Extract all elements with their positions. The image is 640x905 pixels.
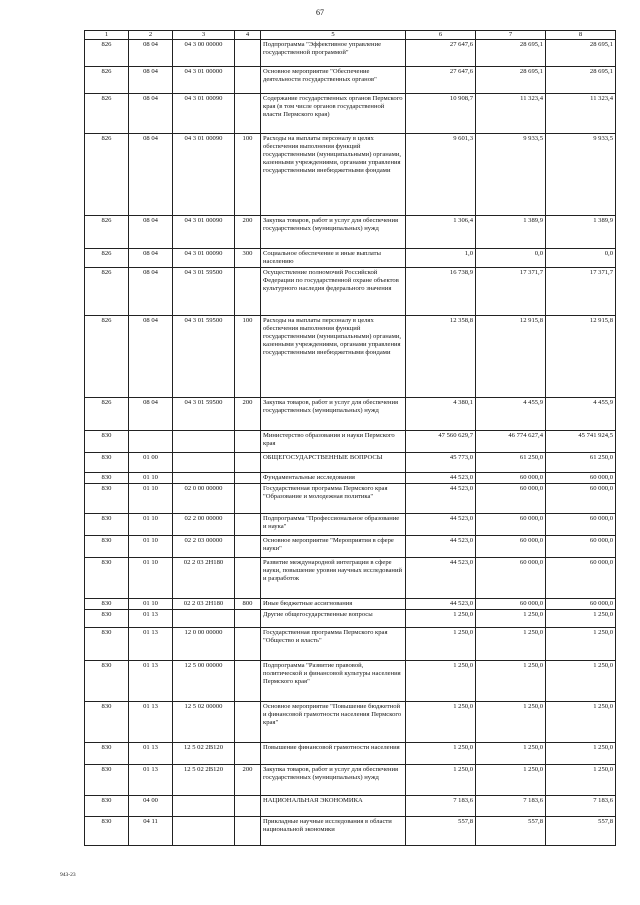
cell-amount-col8: 12 915,8 [546,316,616,398]
table-row [85,817,616,846]
cell-amount-col7: 1 250,0 [476,702,546,743]
cell-amount-col7: 4 455,9 [476,398,546,431]
cell-amount-col6: 16 738,9 [406,268,476,316]
cell-amount-col7: 12 915,8 [476,316,546,398]
cell-amount-col6: 1 306,4 [406,216,476,249]
cell-target-article [173,610,235,628]
cell-ministry-code: 826 [85,316,129,398]
cell-target-article: 04 3 01 00090 [173,216,235,249]
cell-section-code: 01 00 [129,453,173,473]
cell-ministry-code: 826 [85,67,129,94]
cell-amount-col8: 60 000,0 [546,558,616,599]
cell-target-article: 12 5 00 00000 [173,661,235,702]
table-row [85,216,616,249]
cell-ministry-code: 830 [85,453,129,473]
cell-amount-col8: 60 000,0 [546,473,616,484]
table-row [85,94,616,134]
cell-amount-col7: 28 695,1 [476,40,546,67]
cell-amount-col8: 60 000,0 [546,599,616,610]
cell-expense-type [235,628,261,661]
cell-section-code: 01 13 [129,661,173,702]
cell-amount-col6: 44 523,0 [406,558,476,599]
cell-section-code: 08 04 [129,216,173,249]
table-row [85,628,616,661]
cell-ministry-code: 826 [85,216,129,249]
table-body [85,40,616,846]
table-row [85,453,616,473]
cell-description: Подпрограмма "Развитие правовой, политической и финансовой культуры населения Пермского края" [261,661,406,702]
cell-section-code: 04 00 [129,796,173,817]
cell-amount-col7: 60 000,0 [476,558,546,599]
cell-target-article [173,817,235,846]
cell-target-article: 02 2 00 00000 [173,514,235,536]
cell-amount-col6: 1,0 [406,249,476,268]
cell-description: Закупка товаров, работ и услуг для обеспечения государственных (муниципальных) нужд [261,398,406,431]
cell-description: Государственная программа Пермского края "Образование и молодежная политика" [261,484,406,514]
cell-expense-type [235,67,261,94]
cell-amount-col6: 9 601,3 [406,134,476,216]
cell-amount-col6: 1 250,0 [406,743,476,765]
cell-description: Развитие международной интеграции в сфере науки, повышение уровня научных исследований и разработок [261,558,406,599]
cell-ministry-code: 826 [85,268,129,316]
table-row [85,796,616,817]
cell-target-article: 04 3 00 00000 [173,40,235,67]
column-header: 1 [85,31,129,40]
cell-amount-col7: 1 250,0 [476,628,546,661]
cell-target-article [173,473,235,484]
cell-section-code: 01 10 [129,473,173,484]
table-row [85,249,616,268]
cell-amount-col7: 60 000,0 [476,514,546,536]
cell-expense-type [235,453,261,473]
cell-target-article: 02 2 03 00000 [173,536,235,558]
cell-amount-col6: 44 523,0 [406,473,476,484]
cell-ministry-code: 830 [85,610,129,628]
column-header: 3 [173,31,235,40]
cell-section-code: 01 13 [129,702,173,743]
cell-amount-col7: 9 933,5 [476,134,546,216]
cell-description: Основное мероприятие "Обеспечение деятельности государственных органов" [261,67,406,94]
cell-amount-col6: 7 183,6 [406,796,476,817]
cell-amount-col8: 28 695,1 [546,67,616,94]
cell-amount-col8: 45 741 924,5 [546,431,616,453]
cell-section-code: 01 10 [129,514,173,536]
cell-amount-col6: 44 523,0 [406,599,476,610]
cell-amount-col8: 1 250,0 [546,743,616,765]
header-row [85,31,616,40]
cell-section-code [129,431,173,453]
cell-amount-col8: 1 250,0 [546,661,616,702]
table-row [85,398,616,431]
cell-ministry-code: 826 [85,94,129,134]
cell-amount-col6: 1 250,0 [406,702,476,743]
cell-target-article: 04 3 01 59500 [173,398,235,431]
cell-target-article: 02 2 03 2Н180 [173,599,235,610]
cell-target-article: 04 3 01 00000 [173,67,235,94]
cell-amount-col7: 60 000,0 [476,484,546,514]
cell-amount-col7: 1 250,0 [476,610,546,628]
cell-amount-col7: 60 000,0 [476,536,546,558]
side-code: 943-23 [60,872,76,878]
cell-amount-col8: 1 389,9 [546,216,616,249]
cell-section-code: 08 04 [129,94,173,134]
cell-amount-col6: 557,8 [406,817,476,846]
cell-expense-type [235,431,261,453]
cell-amount-col8: 1 250,0 [546,610,616,628]
cell-ministry-code: 830 [85,661,129,702]
cell-section-code: 08 04 [129,40,173,67]
cell-amount-col8: 7 183,6 [546,796,616,817]
cell-ministry-code: 830 [85,817,129,846]
cell-expense-type: 200 [235,216,261,249]
budget-table [84,30,616,846]
cell-expense-type: 200 [235,398,261,431]
cell-ministry-code: 830 [85,765,129,796]
cell-amount-col8: 4 455,9 [546,398,616,431]
cell-description: Прикладные научные исследования в области национальной экономики [261,817,406,846]
cell-amount-col7: 1 250,0 [476,765,546,796]
cell-amount-col7: 60 000,0 [476,599,546,610]
cell-amount-col6: 12 358,8 [406,316,476,398]
cell-description: Основное мероприятие "Повышение бюджетной и финансовой грамотности населения Пермского края" [261,702,406,743]
cell-expense-type [235,817,261,846]
cell-amount-col8: 60 000,0 [546,536,616,558]
cell-description: Государственная программа Пермского края "Общество и власть" [261,628,406,661]
cell-ministry-code: 826 [85,398,129,431]
cell-section-code: 08 04 [129,249,173,268]
cell-description: Подпрограмма "Эффективное управление государственной программой" [261,40,406,67]
cell-section-code: 01 13 [129,610,173,628]
cell-section-code: 04 11 [129,817,173,846]
cell-amount-col6: 47 560 629,7 [406,431,476,453]
cell-section-code: 01 10 [129,536,173,558]
cell-section-code: 08 04 [129,316,173,398]
cell-amount-col7: 1 389,9 [476,216,546,249]
column-header: 7 [476,31,546,40]
column-header: 6 [406,31,476,40]
cell-section-code: 08 04 [129,398,173,431]
cell-ministry-code: 826 [85,249,129,268]
table-row [85,67,616,94]
cell-description: Расходы на выплаты персоналу в целях обеспечения выполнения функций государственными (муниципальными) органами, казенными учреждениями, органами управления государственными внебюджетными фондами [261,316,406,398]
cell-amount-col7: 1 250,0 [476,661,546,702]
table-row [85,431,616,453]
cell-amount-col6: 10 908,7 [406,94,476,134]
cell-amount-col8: 11 323,4 [546,94,616,134]
cell-target-article: 12 5 02 00000 [173,702,235,743]
cell-expense-type [235,661,261,702]
cell-amount-col6: 1 250,0 [406,765,476,796]
cell-ministry-code: 830 [85,599,129,610]
cell-section-code: 01 10 [129,484,173,514]
table-row [85,514,616,536]
cell-description: Другие общегосударственные вопросы [261,610,406,628]
cell-amount-col6: 1 250,0 [406,610,476,628]
table-row [85,661,616,702]
cell-description: Закупка товаров, работ и услуг для обеспечения государственных (муниципальных) нужд [261,216,406,249]
cell-target-article [173,431,235,453]
cell-ministry-code: 826 [85,134,129,216]
cell-target-article: 12 5 02 2В120 [173,765,235,796]
cell-description: Министерство образования и науки Пермского края [261,431,406,453]
cell-description: Расходы на выплаты персоналу в целях обеспечения выполнения функций государственными (муниципальными) органами, казенными учреждениями, органами управления государственными внебюджетными фондами [261,134,406,216]
cell-amount-col8: 61 250,0 [546,453,616,473]
cell-amount-col8: 1 250,0 [546,765,616,796]
cell-expense-type: 100 [235,134,261,216]
cell-section-code: 01 10 [129,599,173,610]
cell-amount-col6: 1 250,0 [406,661,476,702]
cell-ministry-code: 826 [85,40,129,67]
cell-description: Основное мероприятие "Мероприятия в сфере науки" [261,536,406,558]
cell-expense-type: 300 [235,249,261,268]
cell-ministry-code: 830 [85,702,129,743]
cell-ministry-code: 830 [85,743,129,765]
cell-expense-type: 800 [235,599,261,610]
table-row [85,610,616,628]
cell-description: Повышение финансовой грамотности населения [261,743,406,765]
cell-description: Закупка товаров, работ и услуг для обеспечения государственных (муниципальных) нужд [261,765,406,796]
table-row [85,599,616,610]
cell-expense-type [235,268,261,316]
table-row [85,40,616,67]
table-row [85,134,616,216]
cell-amount-col7: 60 000,0 [476,473,546,484]
cell-section-code: 08 04 [129,134,173,216]
cell-amount-col6: 1 250,0 [406,628,476,661]
cell-expense-type: 200 [235,765,261,796]
cell-expense-type [235,702,261,743]
table-row [85,536,616,558]
cell-amount-col8: 1 250,0 [546,628,616,661]
table-row [85,765,616,796]
cell-target-article: 02 0 00 00000 [173,484,235,514]
cell-expense-type [235,558,261,599]
cell-expense-type [235,473,261,484]
cell-description: Осуществление полномочий Российской Федерации по государственной охране объектов культурного наследия федерального значения [261,268,406,316]
cell-amount-col8: 9 933,5 [546,134,616,216]
cell-target-article: 12 5 02 2В120 [173,743,235,765]
cell-amount-col7: 557,8 [476,817,546,846]
cell-amount-col7: 61 250,0 [476,453,546,473]
cell-target-article [173,796,235,817]
cell-ministry-code: 830 [85,431,129,453]
cell-target-article: 04 3 01 00090 [173,94,235,134]
cell-section-code: 01 10 [129,558,173,599]
cell-amount-col6: 44 523,0 [406,536,476,558]
cell-amount-col6: 4 380,1 [406,398,476,431]
cell-description: Содержание государственных органов Пермского края (в том числе органов государственной власти Пермского края) [261,94,406,134]
cell-amount-col7: 17 371,7 [476,268,546,316]
cell-section-code: 08 04 [129,268,173,316]
cell-amount-col6: 45 773,0 [406,453,476,473]
cell-description: НАЦИОНАЛЬНАЯ ЭКОНОМИКА [261,796,406,817]
table-row [85,268,616,316]
cell-description: Подпрограмма "Профессиональное образование и наука" [261,514,406,536]
cell-target-article: 12 0 00 00000 [173,628,235,661]
cell-expense-type [235,514,261,536]
cell-amount-col8: 557,8 [546,817,616,846]
cell-ministry-code: 830 [85,796,129,817]
cell-amount-col8: 28 695,1 [546,40,616,67]
cell-ministry-code: 830 [85,558,129,599]
cell-amount-col8: 1 250,0 [546,702,616,743]
cell-amount-col7: 28 695,1 [476,67,546,94]
cell-target-article: 02 2 03 2Н180 [173,558,235,599]
cell-target-article: 04 3 01 00090 [173,134,235,216]
column-header: 4 [235,31,261,40]
cell-target-article: 04 3 01 59500 [173,268,235,316]
table-row [85,743,616,765]
cell-description: Социальное обеспечение и иные выплаты населению [261,249,406,268]
table-row [85,473,616,484]
cell-expense-type [235,94,261,134]
cell-description: ОБЩЕГОСУДАРСТВЕННЫЕ ВОПРОСЫ [261,453,406,473]
cell-target-article: 04 3 01 00090 [173,249,235,268]
cell-amount-col8: 17 371,7 [546,268,616,316]
table-row [85,702,616,743]
cell-ministry-code: 830 [85,473,129,484]
column-header: 8 [546,31,616,40]
cell-amount-col6: 27 647,6 [406,67,476,94]
table-row [85,316,616,398]
cell-expense-type [235,40,261,67]
column-header: 2 [129,31,173,40]
cell-amount-col8: 60 000,0 [546,514,616,536]
cell-ministry-code: 830 [85,484,129,514]
cell-expense-type [235,484,261,514]
cell-amount-col6: 44 523,0 [406,514,476,536]
cell-expense-type [235,536,261,558]
table-row [85,484,616,514]
cell-amount-col7: 11 323,4 [476,94,546,134]
cell-expense-type [235,610,261,628]
cell-ministry-code: 830 [85,514,129,536]
cell-target-article [173,453,235,473]
cell-description: Иные бюджетные ассигнования [261,599,406,610]
cell-amount-col6: 27 647,6 [406,40,476,67]
cell-expense-type [235,743,261,765]
cell-expense-type: 100 [235,316,261,398]
cell-amount-col8: 0,0 [546,249,616,268]
cell-ministry-code: 830 [85,536,129,558]
cell-expense-type [235,796,261,817]
column-header: 5 [261,31,406,40]
cell-amount-col7: 1 250,0 [476,743,546,765]
cell-section-code: 01 13 [129,765,173,796]
page-number: 67 [316,8,324,17]
cell-amount-col7: 7 183,6 [476,796,546,817]
cell-target-article: 04 3 01 59500 [173,316,235,398]
cell-amount-col7: 46 774 627,4 [476,431,546,453]
table-row [85,558,616,599]
cell-section-code: 01 13 [129,743,173,765]
cell-amount-col6: 44 523,0 [406,484,476,514]
cell-amount-col7: 0,0 [476,249,546,268]
cell-amount-col8: 60 000,0 [546,484,616,514]
cell-section-code: 01 13 [129,628,173,661]
cell-description: Фундаментальные исследования [261,473,406,484]
cell-section-code: 08 04 [129,67,173,94]
cell-ministry-code: 830 [85,628,129,661]
